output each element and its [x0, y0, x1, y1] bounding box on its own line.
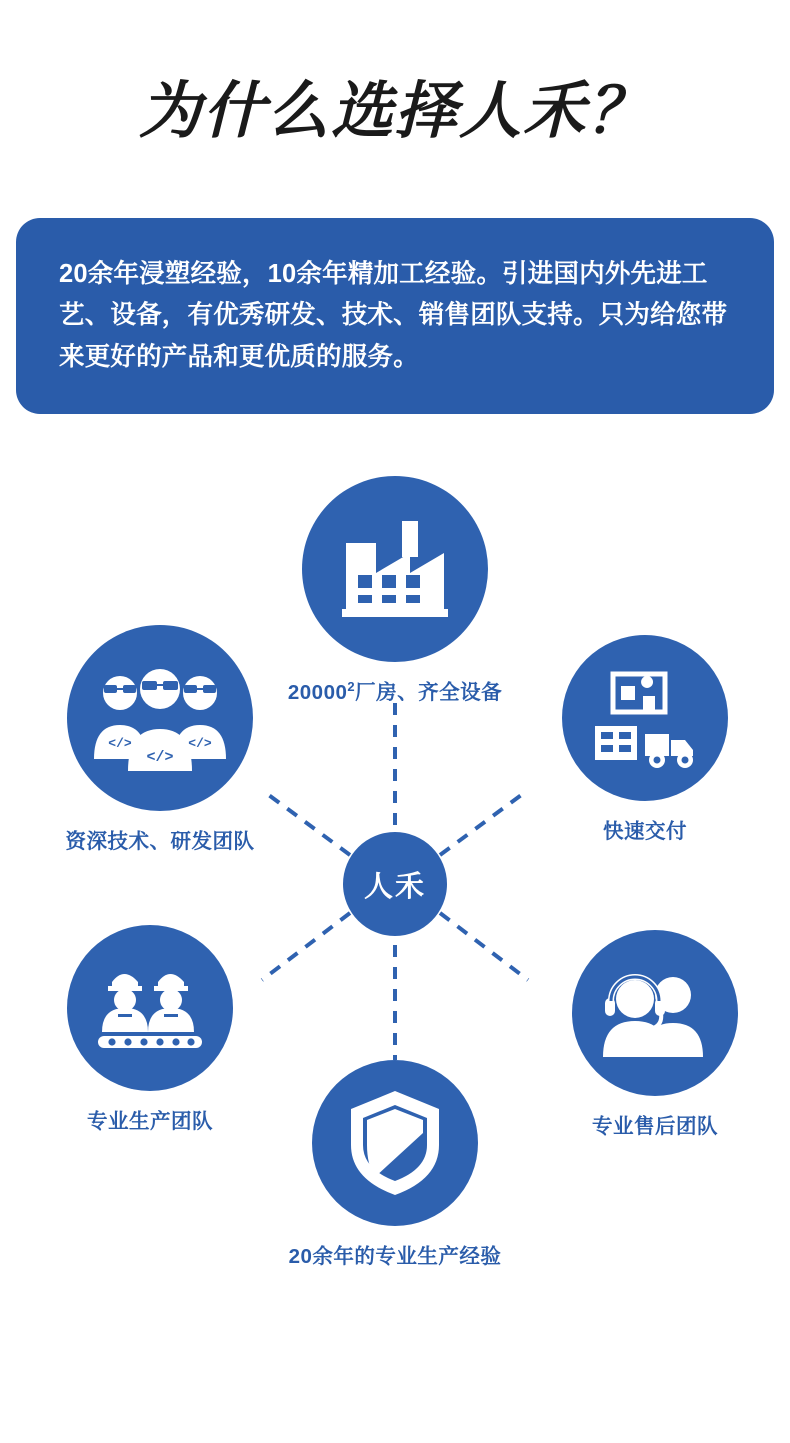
node-experience-label: 20余年的专业生产经验 — [288, 1245, 502, 1268]
node-delivery[interactable] — [495, 635, 790, 844]
node-production-circle — [67, 925, 233, 1091]
node-factory-label-suffix: 厂房、齐全设备 — [355, 681, 503, 704]
intro-banner — [16, 218, 774, 414]
node-service-label: 专业售后团队 — [592, 1115, 718, 1138]
node-team-circle — [67, 625, 253, 811]
node-production-label: 专业生产团队 — [87, 1110, 213, 1133]
svg-text:</>: </> — [108, 736, 132, 751]
node-team[interactable] — [10, 625, 310, 854]
node-experience-circle — [312, 1060, 478, 1226]
node-factory-label-sup: 2 — [347, 679, 356, 695]
node-factory-circle — [302, 476, 488, 662]
factory-icon — [336, 517, 454, 621]
hub-node — [343, 832, 447, 936]
svg-text:</>: </> — [188, 736, 212, 751]
node-factory-label-prefix: 20000 — [287, 681, 348, 704]
node-team-label: 资深技术、研发团队 — [65, 830, 255, 853]
shield-icon — [345, 1087, 445, 1199]
intro-banner-text: 20余年浸塑经验，10余年精加工经验。引进国内外先进工艺、设备，有优秀研发、技术、销售团队支持。只为给您带来更好的产品和更优质的服务。 — [59, 260, 728, 371]
node-delivery-label: 快速交付 — [603, 820, 687, 843]
developer-team-icon — [90, 663, 230, 773]
node-experience[interactable] — [245, 1060, 545, 1269]
page-title: 为什么选择人禾？ — [138, 77, 651, 146]
node-delivery-circle — [562, 635, 728, 801]
warehouse-truck-icon — [589, 668, 701, 768]
node-service[interactable] — [505, 930, 790, 1139]
svg-text:</>: </> — [146, 749, 174, 766]
node-service-circle — [572, 930, 738, 1096]
headset-support-icon — [595, 965, 715, 1061]
production-line-icon — [92, 956, 208, 1060]
hub-label: 人禾 — [363, 870, 426, 903]
benefits-diagram — [0, 420, 790, 1440]
